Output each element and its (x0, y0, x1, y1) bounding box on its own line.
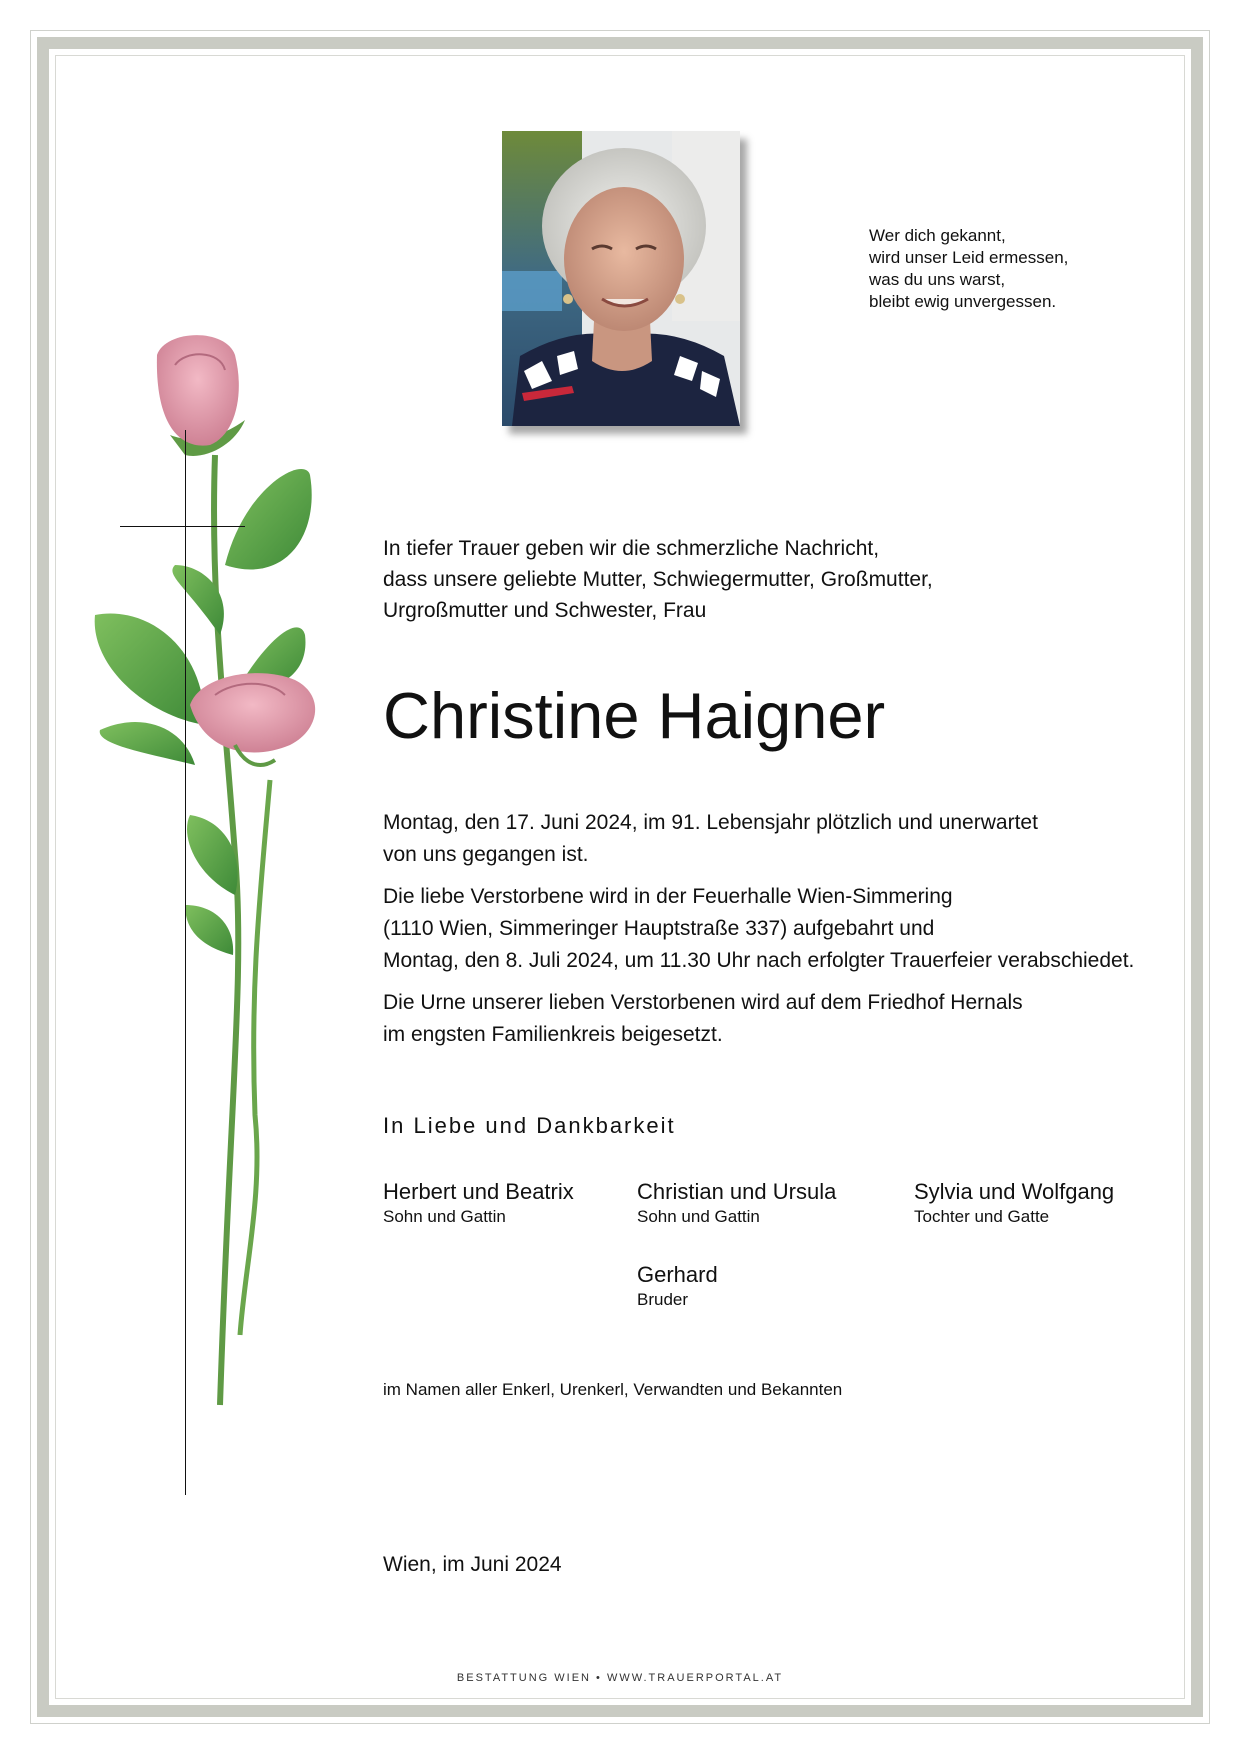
closing-phrase: In Liebe und Dankbarkeit (383, 1113, 676, 1138)
announcement-paragraph (383, 987, 1134, 1051)
announcement-line: Die liebe Verstorbene wird in der Feuerhalle Wien-Simmering (383, 885, 953, 908)
announcement-paragraph (383, 881, 1134, 977)
mourner-relation: Bruder (637, 1290, 689, 1309)
announcement-line: im engsten Familienkreis beigesetzt. (383, 1023, 723, 1046)
mourner-relation: Tochter und Gatte (914, 1207, 1050, 1226)
intro-line: Urgroßmutter und Schwester, Frau (383, 599, 707, 622)
announcement-line: Montag, den 8. Juli 2024, um 11.30 Uhr nach erfolgter Trauerfeier verabschiedet. (383, 949, 1135, 972)
on-behalf-text: im Namen aller Enkerl, Urenkerl, Verwandten und Bekannten (383, 1380, 843, 1399)
announcement-line: Montag, den 17. Juni 2024, im 91. Lebensjahr plötzlich und unerwartet (383, 811, 1038, 834)
announcement-line: Die Urne unserer lieben Verstorbenen wird auf dem Friedhof Hernals (383, 991, 1023, 1014)
intro-line: In tiefer Trauer geben wir die schmerzliche Nachricht, (383, 537, 880, 560)
deceased-name: Christine Haigner (383, 679, 886, 752)
announcement-line: von uns gegangen ist. (383, 843, 589, 866)
mourner-relation: Sohn und Gattin (637, 1207, 760, 1226)
place-and-date: Wien, im Juni 2024 (383, 1553, 562, 1576)
footer-imprint: BESTATTUNG WIEN • WWW.TRAUERPORTAL.AT (456, 1672, 784, 1684)
mourner-name: Christian und Ursula (637, 1179, 837, 1204)
mourner-name: Sylvia und Wolfgang (914, 1179, 1115, 1204)
mourner-entry (914, 1178, 1114, 1228)
poem-line: Wer dich gekannt, (869, 226, 1006, 245)
intro-text (383, 533, 933, 626)
mourner-name: Gerhard (637, 1262, 718, 1287)
mourner-entry (637, 1261, 718, 1311)
portrait-photo (502, 131, 740, 426)
poem-line: bleibt ewig unvergessen. (869, 292, 1057, 311)
memorial-poem (869, 225, 1068, 313)
rose-illustration (85, 335, 365, 1415)
poem-line: was du uns warst, (869, 270, 1006, 289)
cross-vertical-line (185, 430, 186, 1495)
announcement-line: (1110 Wien, Simmeringer Hauptstraße 337) aufgebahrt und (383, 917, 935, 940)
announcement-paragraph (383, 807, 1134, 871)
poem-line: wird unser Leid ermessen, (869, 248, 1069, 267)
mourner-relation: Sohn und Gattin (383, 1207, 506, 1226)
mourner-entry (383, 1178, 574, 1228)
cross-horizontal-line (120, 526, 245, 527)
mourner-entry (637, 1178, 836, 1228)
intro-line: dass unsere geliebte Mutter, Schwiegermutter, Großmutter, (383, 568, 933, 591)
announcement-text (383, 807, 1134, 1061)
mourner-name: Herbert und Beatrix (383, 1179, 574, 1204)
